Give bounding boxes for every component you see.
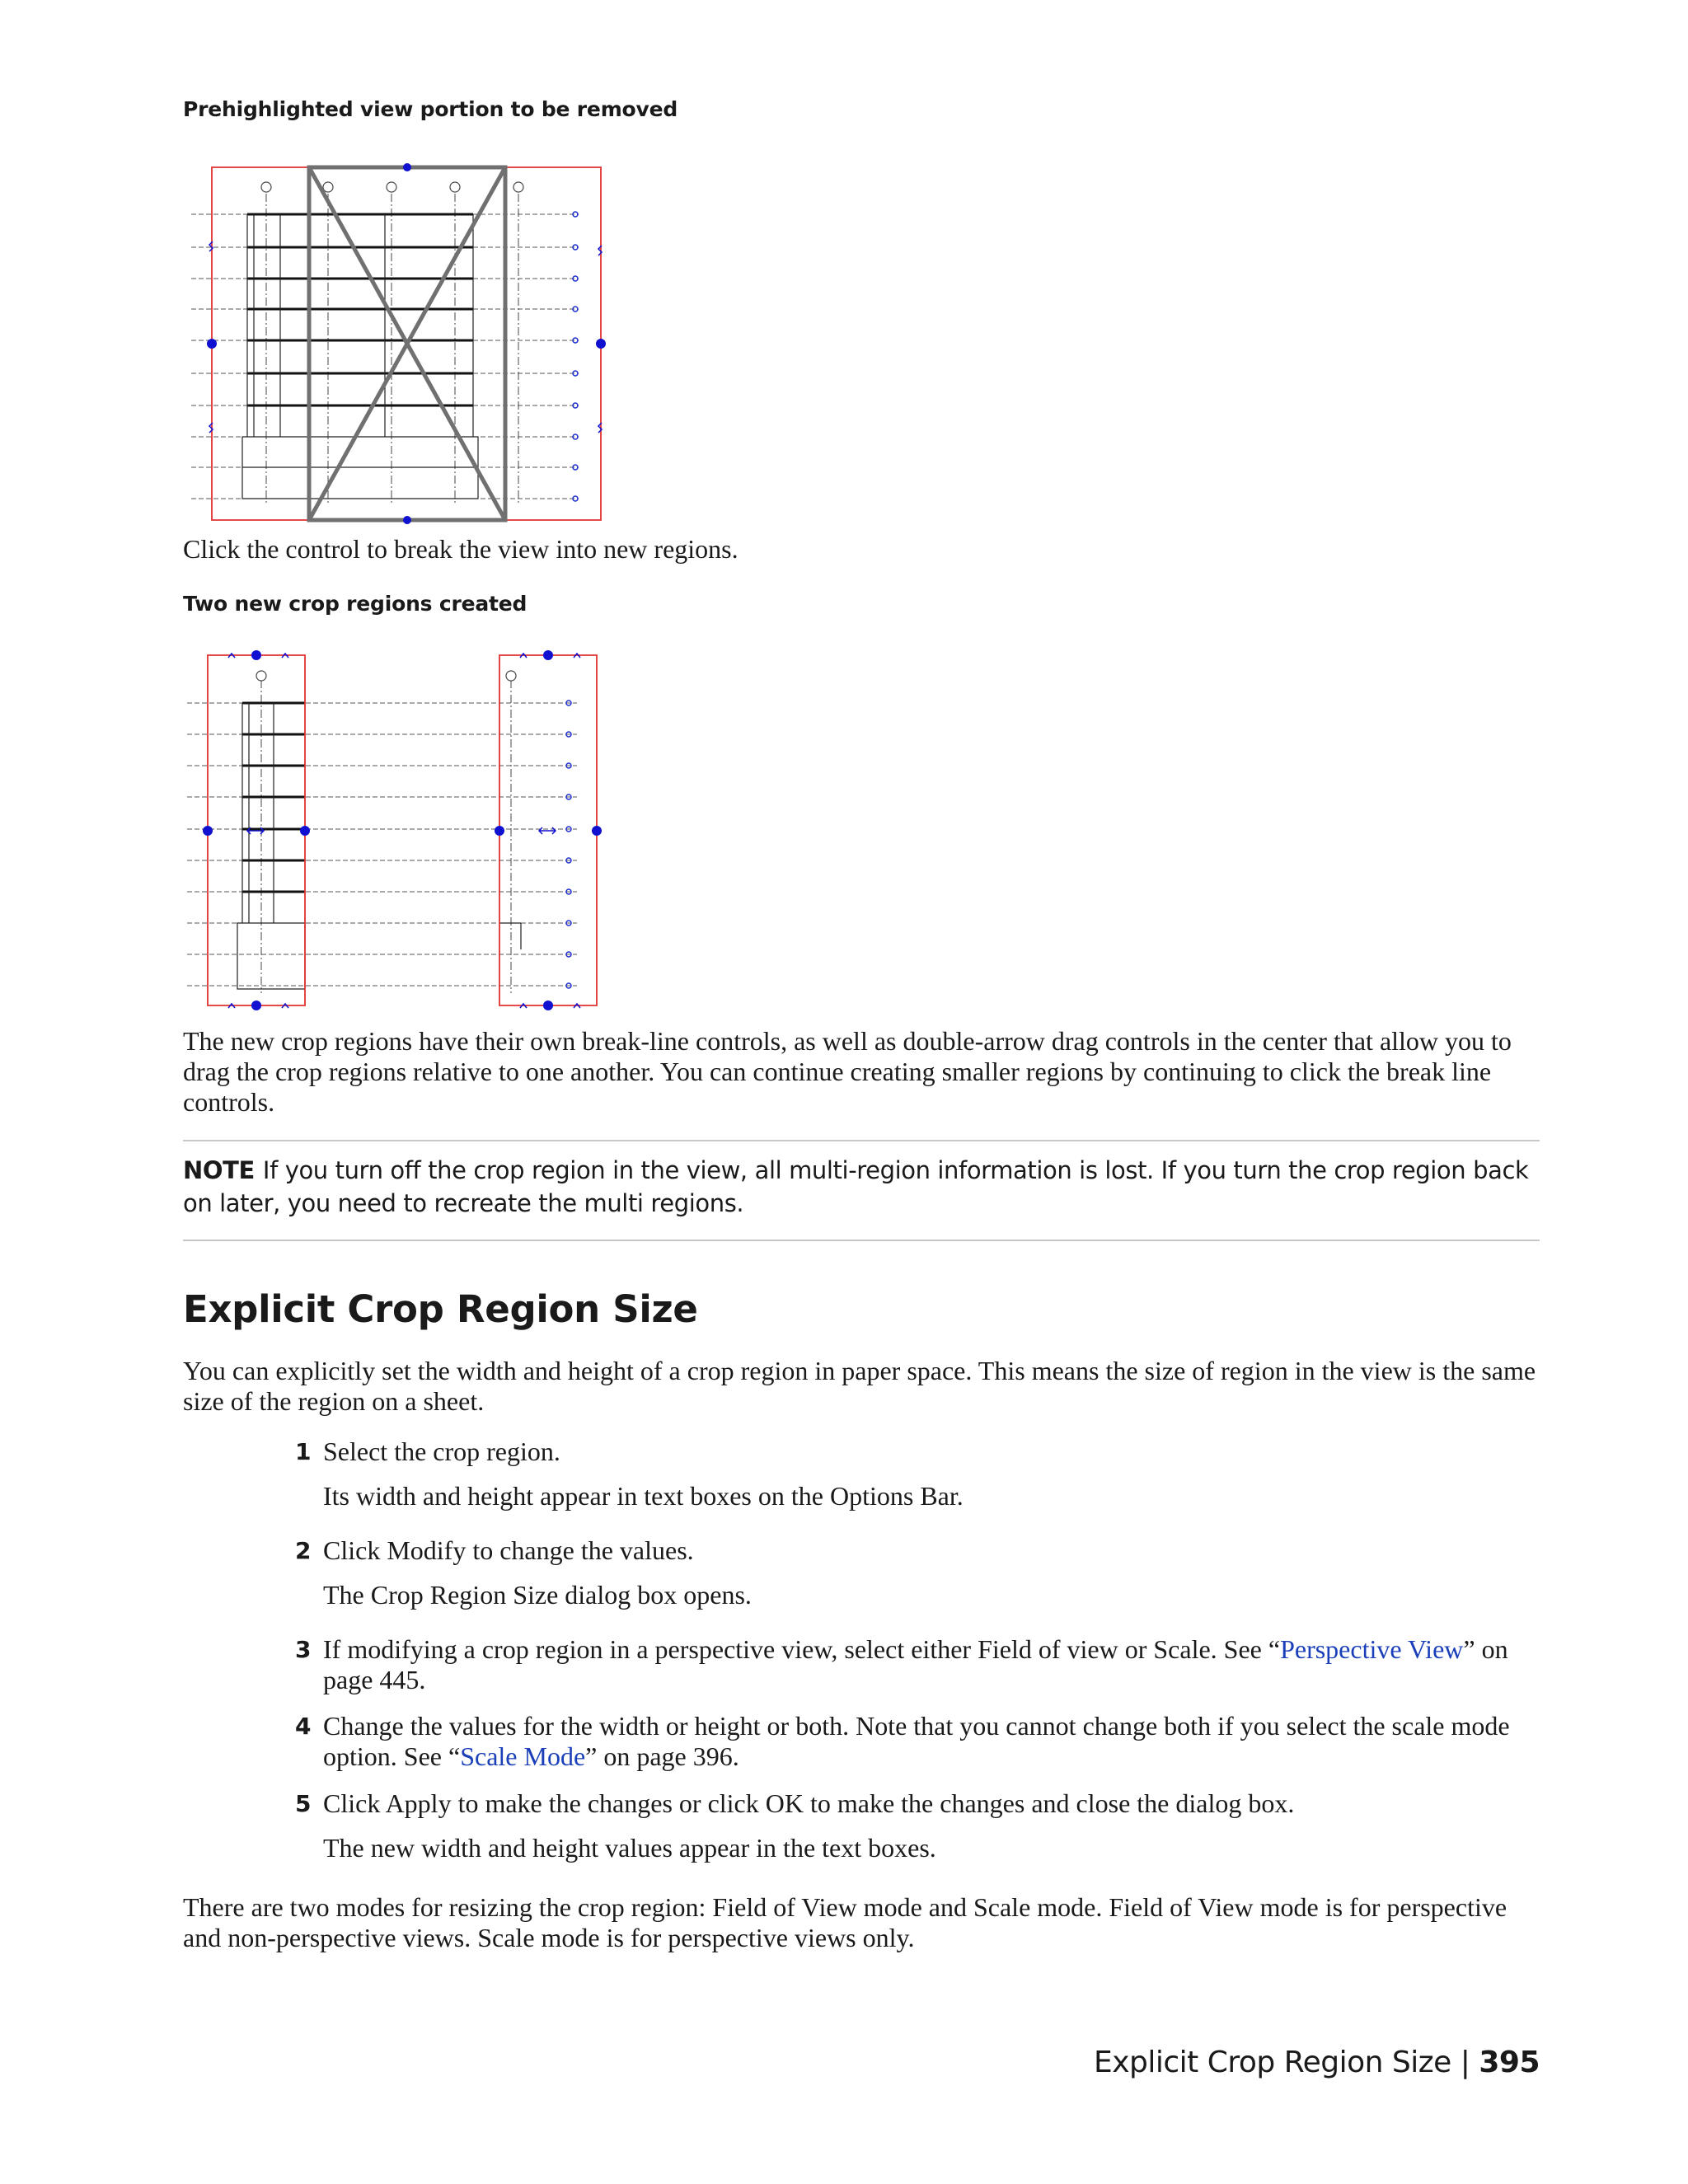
note-top-rule [183, 1140, 1540, 1141]
paragraph-click-control: Click the control to break the view into new regions. [183, 534, 738, 564]
step-3-text-before: If modifying a crop region in a perspective view, select either Field of view or Scale. See “ [323, 1634, 1281, 1664]
scale-mode-link[interactable]: Scale Mode [460, 1741, 586, 1771]
page-footer [1094, 2046, 1540, 2079]
step-2-number: 2 [295, 1537, 312, 1564]
step-5 [295, 1788, 1543, 1863]
note-label: NOTE [183, 1156, 255, 1184]
figure-1-elevation-drawing [183, 152, 612, 536]
step-5-text: Click Apply to make the changes or click OK to make the changes and close the dialog box. [323, 1788, 1295, 1818]
step-3-number: 3 [295, 1636, 312, 1663]
figure-2-elevation-drawing [183, 643, 612, 1018]
figure-1-caption: Prehighlighted view portion to be removed [183, 97, 678, 121]
note-text: If you turn off the crop region in the view, all multi-region information is lost. If you turn the crop region back on later, you need to recreate the multi regions. [183, 1156, 1529, 1217]
step-2 [295, 1535, 1543, 1610]
footer-title: Explicit Crop Region Size [1093, 2046, 1451, 2079]
step-1 [295, 1436, 1543, 1511]
paragraph-modes: There are two modes for resizing the crop region: Field of View mode and Scale mode. Field of View mode is for perspective and non-perspective views. Scale mode is for perspective views only. [183, 1892, 1507, 1952]
step-3 [295, 1634, 1543, 1695]
step-4-text-after: ” on page 396. [585, 1741, 739, 1771]
step-3-text-after: ” on page 445. [323, 1634, 1508, 1694]
perspective-view-link[interactable]: Perspective View [1280, 1634, 1464, 1664]
step-4-number: 4 [295, 1713, 312, 1740]
step-4-text-before: Change the values for the width or height or both. Note that you cannot change both if you select the scale mode option. See “ [323, 1711, 1510, 1771]
step-1-result: Its width and height appear in text boxes on the Options Bar. [323, 1481, 964, 1511]
note-bottom-rule [183, 1240, 1540, 1241]
paragraph-new-regions: The new crop regions have their own break-line controls, as well as double-arrow drag controls in the center that allow you to drag the crop regions relative to one another. You can continue creating smaller regions by continuing to click the break line controls. [183, 1026, 1512, 1117]
step-5-result: The new width and height values appear in the text boxes. [323, 1833, 936, 1863]
note-block [183, 1154, 1543, 1220]
step-2-text: Click Modify to change the values. [323, 1535, 694, 1565]
footer-separator: | [1460, 2046, 1470, 2079]
figure-2-caption: Two new crop regions created [183, 592, 528, 616]
section-intro: You can explicitly set the width and height of a crop region in paper space. This means the size of region in the view is the same size of the region on a sheet. [183, 1356, 1536, 1416]
step-2-result: The Crop Region Size dialog box opens. [323, 1580, 752, 1610]
figure-1-svg [183, 152, 612, 532]
page-number: 395 [1479, 2046, 1540, 2079]
step-5-number: 5 [295, 1790, 312, 1817]
figure-2-svg [183, 643, 612, 1014]
step-1-text: Select the crop region. [323, 1436, 560, 1466]
step-1-number: 1 [295, 1438, 312, 1465]
step-4 [295, 1711, 1543, 1772]
section-heading: Explicit Crop Region Size [183, 1287, 698, 1331]
